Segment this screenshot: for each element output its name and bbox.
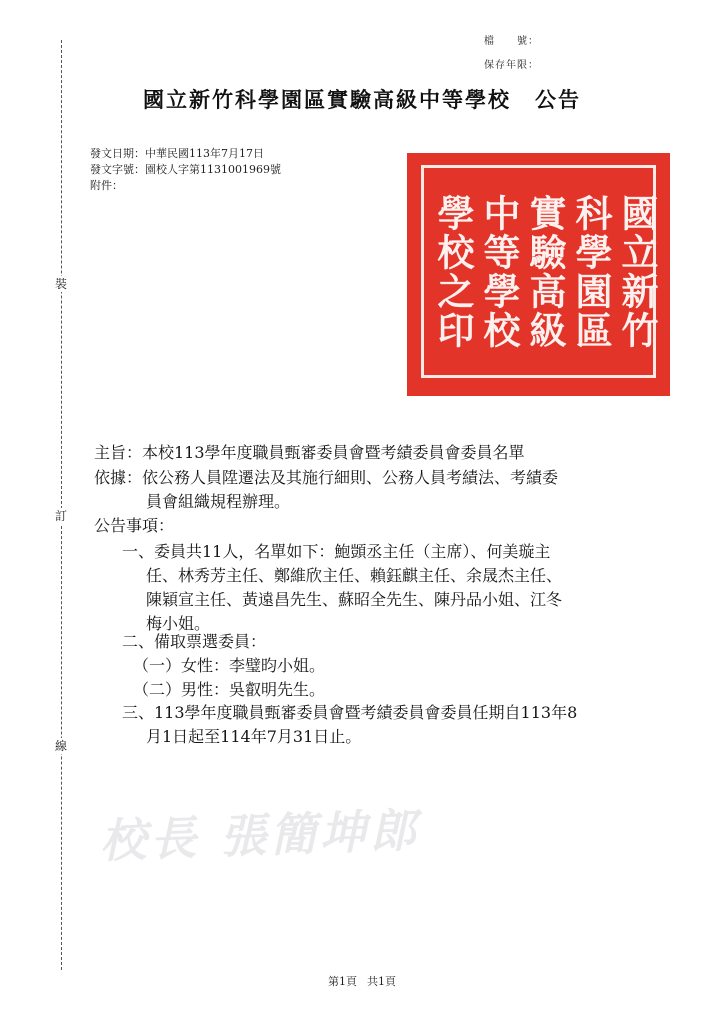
item1-line-1: 一、委員共11人，名單如下：鮑顗丞主任（主席）、何美璇主 xyxy=(122,542,551,561)
seal-border xyxy=(421,165,659,378)
subject-line: 主旨：本校113學年度職員甄審委員會暨考績委員會委員名單 xyxy=(94,443,525,462)
binding-char-zhuang: 裝 xyxy=(54,277,67,291)
title-org: 國立新竹科學園區實驗高級中等學校 xyxy=(143,87,511,112)
item2-heading: 二、備取票選委員： xyxy=(122,632,267,651)
issue-date: 發文日期：中華民國113年7月17日 xyxy=(90,147,264,160)
archive-retention: 保存年限： xyxy=(484,60,539,71)
binding-char-ding: 訂 xyxy=(54,509,67,523)
archive-file-number: 檔 號： xyxy=(484,36,539,47)
page-total: 共1頁 xyxy=(367,975,396,988)
attachment-label: 附件： xyxy=(90,179,123,192)
item3-line-1: 三、113學年度職員甄審委員會暨考績委員會委員任期自113年8 xyxy=(122,703,578,722)
item1-line-4: 梅小姐。 xyxy=(146,614,211,633)
item1-line-2: 任、林秀芳主任、鄭維欣主任、賴鈺麒主任、余晟杰主任、 xyxy=(146,566,563,585)
item2-male: （二）男性：吳叡明先生。 xyxy=(133,680,326,699)
basis-line-1: 依據：依公務人員陞遷法及其施行細則、公務人員考績法、考績委 xyxy=(94,468,559,487)
principal-signature-stamp: 校長 張簡坤郎 xyxy=(99,802,421,869)
binding-line xyxy=(61,40,62,970)
page-current: 第1頁 xyxy=(328,975,357,988)
seal-column: 中等學校 xyxy=(477,193,521,350)
seal-column: 實驗高級 xyxy=(523,193,567,350)
basis-line-2: 員會組織規程辦理。 xyxy=(146,492,291,511)
item2-female: （一）女性：李璧昀小姐。 xyxy=(133,656,326,675)
document-number: 發文字號：園校人字第1131001969號 xyxy=(90,163,281,176)
official-seal xyxy=(407,153,670,396)
items-heading: 公告事項： xyxy=(94,516,175,535)
page-number xyxy=(0,973,724,989)
document-title xyxy=(0,84,724,114)
item1-line-3: 陳穎宣主任、黃遠昌先生、蘇昭全先生、陳丹品小姐、江冬 xyxy=(146,590,563,609)
seal-column: 學校之印 xyxy=(431,193,475,350)
binding-char-xian: 線 xyxy=(54,739,67,753)
seal-column: 科學園區 xyxy=(569,193,613,350)
item3-line-2: 月1日起至114年7月31日止。 xyxy=(146,727,362,746)
seal-column: 國立新竹 xyxy=(615,193,659,350)
title-type: 公告 xyxy=(535,87,581,112)
